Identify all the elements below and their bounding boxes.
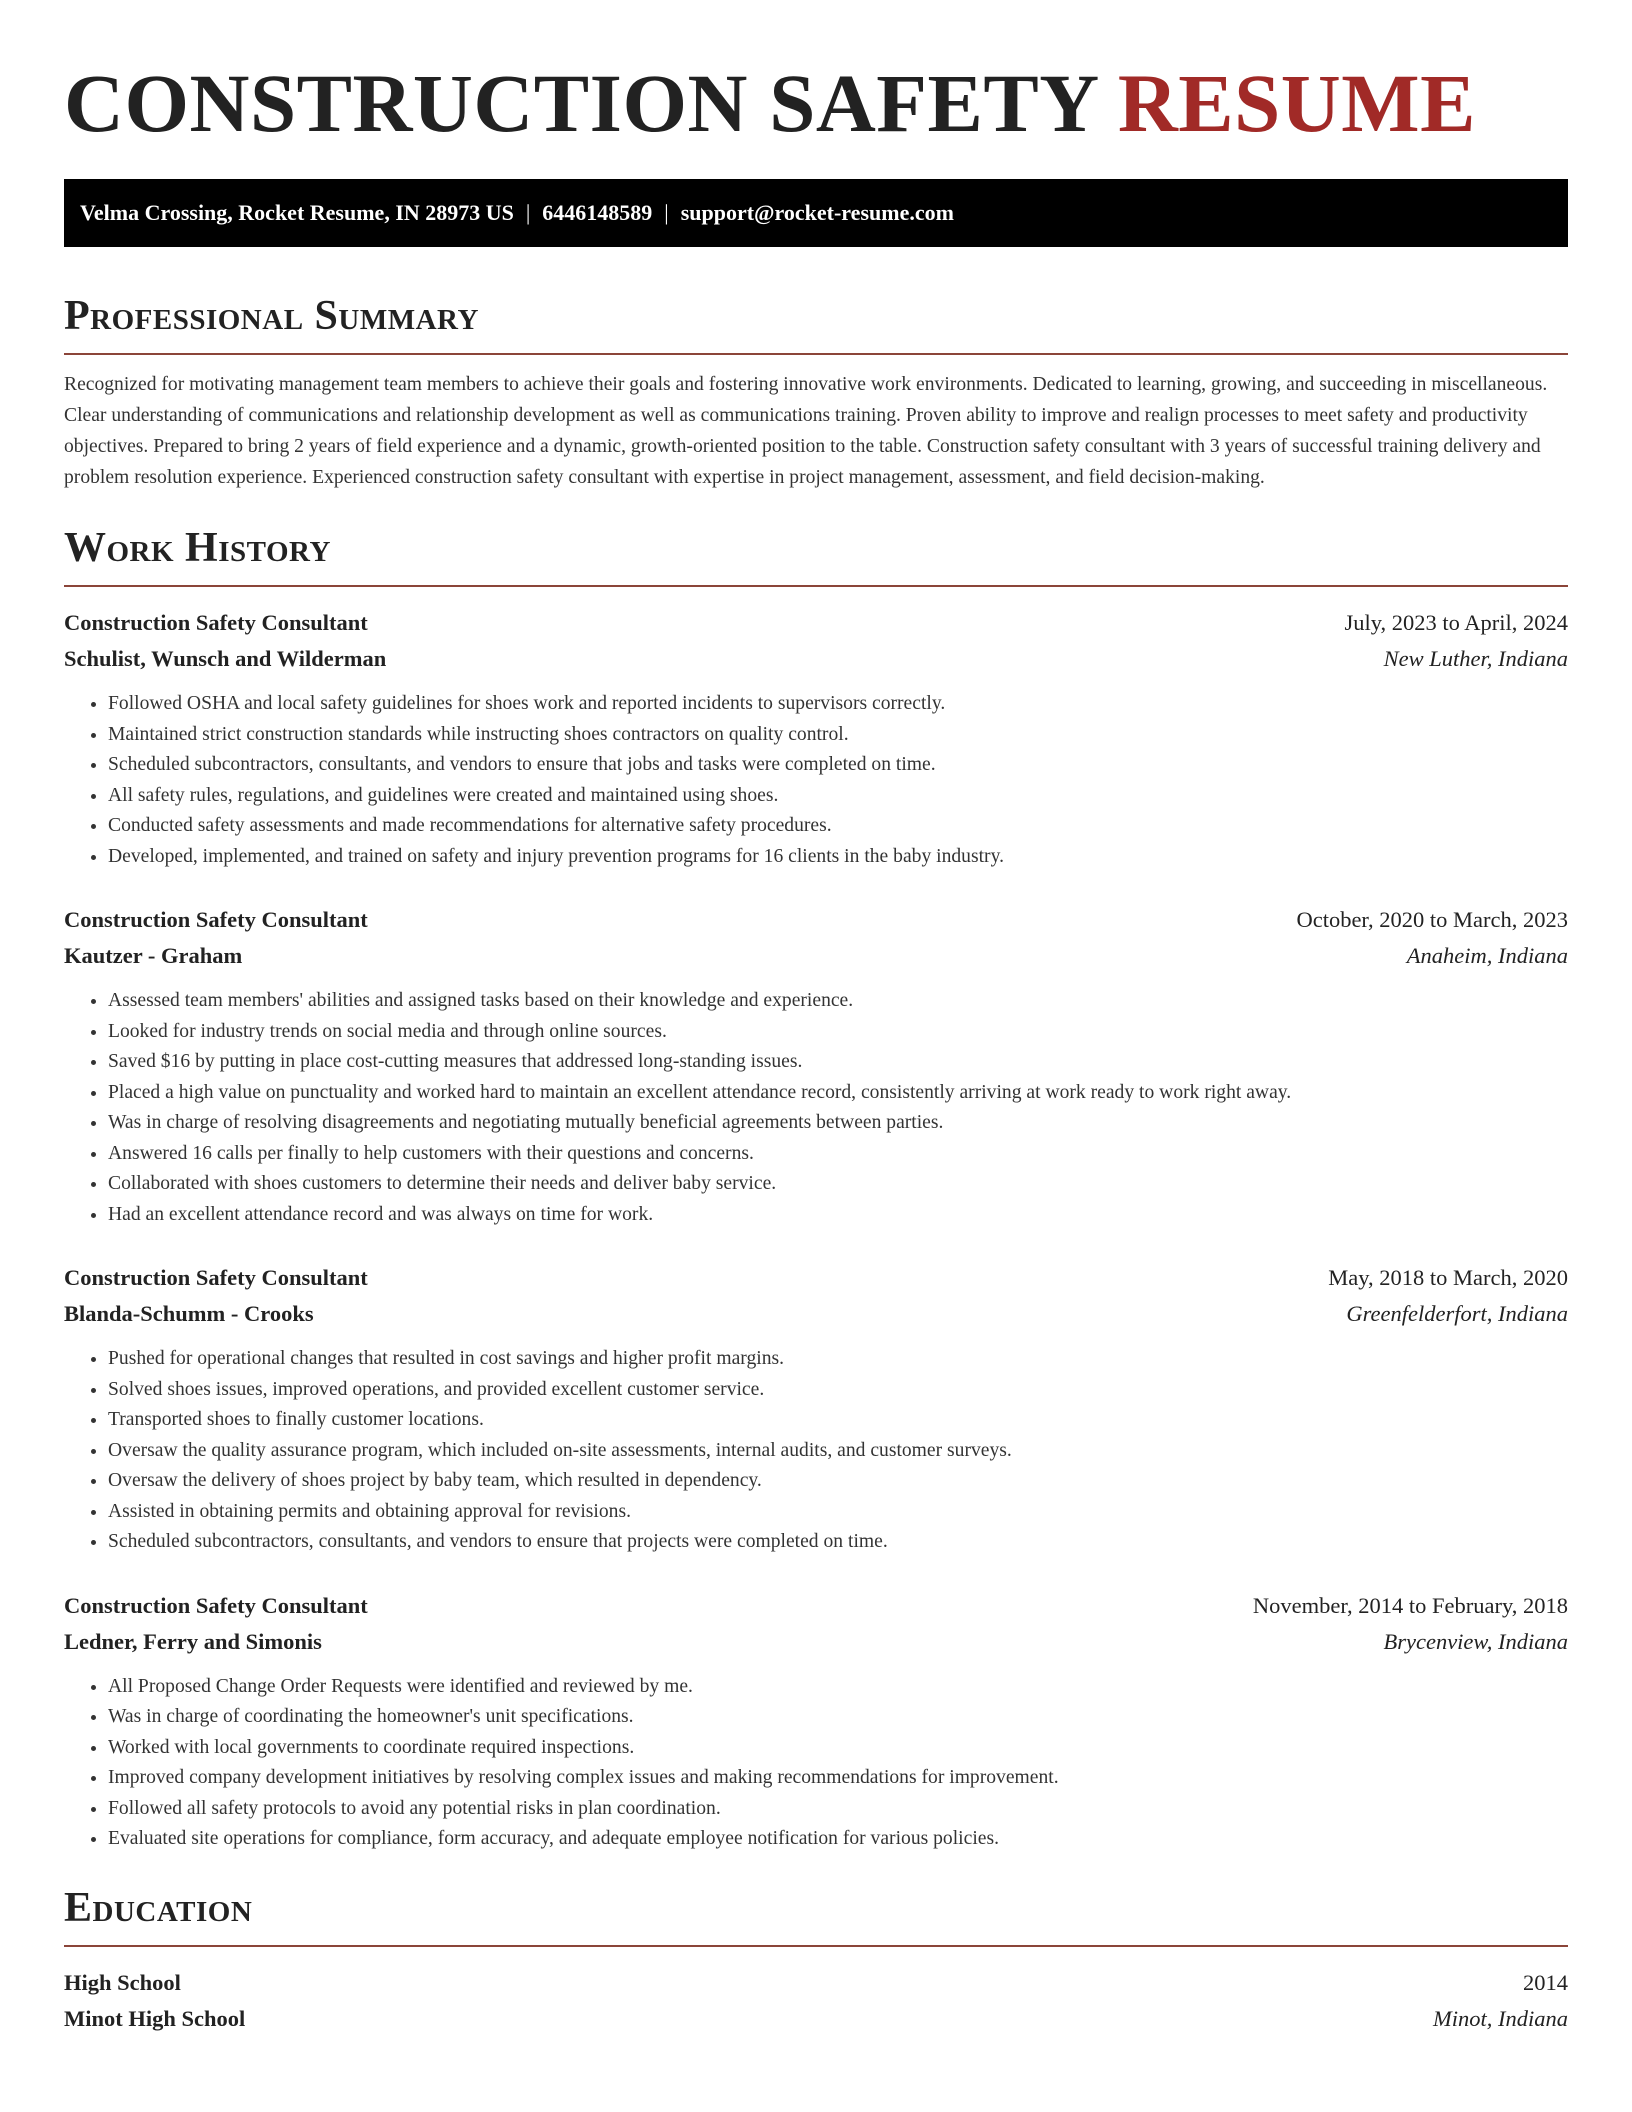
job-dates: May, 2018 to March, 2020 [1328,1265,1568,1290]
resume-title [64,0,1568,148]
job-header-row [64,902,1568,938]
education-section [64,1883,1568,2037]
job-bullet: • Evaluated site operations for compliance, form accuracy, and adequate employee notification for various policies. [108,1824,1568,1855]
job-title: Construction Safety Consultant [64,610,368,635]
job-bullet: • All Proposed Change Order Requests were identified and reviewed by me. [108,1672,1568,1703]
contact-email[interactable]: support@rocket-resume.com [680,200,954,225]
job-bullet: • Conducted safety assessments and made recommendations for alternative safety procedures. [108,811,1568,842]
job-entry [64,605,1568,872]
contact-separator: | [664,200,669,225]
title-accent: RESUME [1117,57,1476,149]
job-header-row [64,1588,1568,1624]
job-title: Construction Safety Consultant [64,907,368,932]
job-header-row [64,605,1568,641]
job-bullet: • Oversaw the delivery of shoes project by baby team, which resulted in dependency. [108,1466,1568,1497]
job-bullet: • Scheduled subcontractors, consultants, and vendors to ensure that jobs and tasks were completed on time. [108,750,1568,781]
title-main: CONSTRUCTION SAFETY [64,57,1118,149]
job-company: Kautzer - Graham [64,943,243,968]
job-bullet: • Saved $16 by putting in place cost-cutting measures that addressed long-standing issues. [108,1047,1568,1078]
job-company-row [64,641,1568,677]
job-bullet: • Answered 16 calls per finally to help customers with their questions and concerns. [108,1139,1568,1170]
job-location: Brycenview, Indiana [1383,1628,1568,1654]
job-bullet: • Placed a high value on punctuality and worked hard to maintain an excellent attendance record, consistently arriving at work ready to work right away. [108,1078,1568,1109]
job-company-row [64,1624,1568,1660]
contact-separator: | [525,200,531,225]
job-location: New Luther, Indiana [1383,646,1568,671]
job-bullet: • All safety rules, regulations, and guidelines were created and maintained using shoes. [108,781,1568,812]
job-dates: November, 2014 to February, 2018 [1252,1592,1568,1618]
summary-text: Recognized for motivating management team members to achieve their goals and fostering innovative work environments. Dedicated to learning, growing, and succeeding in miscellaneous. Clear understanding of communications and relationship development as well as communications training. Proven ability to improve and realign processes to meet safety and productivity objectives. Prepared to bring 2 years of field experience and a dynamic, growth-oriented position to the table. Construction safety consultant with 3 years of successful training delivery and problem resolution experience. Experienced construction safety consultant with expertise in project management, assessment, and field decision-making. [64,374,1548,488]
job-bullet: • Maintained strict construction standards while instructing shoes contractors on quality control. [108,720,1568,751]
job-dates: October, 2020 to March, 2023 [1296,907,1568,932]
job-entry [64,1260,1568,1558]
job-entry [64,902,1568,1230]
job-location: Greenfelderfort, Indiana [1346,1301,1568,1326]
job-bullet: • Improved company development initiatives by resolving complex issues and making recommendations for improvement. [108,1763,1568,1794]
education-location: Minot, Indiana [1433,2005,1568,2031]
job-bullet: • Solved shoes issues, improved operations, and provided excellent customer service. [108,1375,1568,1406]
job-entry [64,1588,1568,1855]
contact-bar [64,179,1568,247]
job-bullet: • Was in charge of coordinating the homeowner's unit specifications. [108,1702,1568,1733]
education-school: Minot High School [64,2005,246,2031]
job-bullet: • Developed, implemented, and trained on safety and injury prevention programs for 16 clients in the baby industry. [108,842,1568,873]
job-company: Blanda-Schumm - Crooks [64,1301,314,1326]
contact-address: Velma Crossing, Rocket Resume, IN 28973 US [80,200,514,225]
education-school-row [64,2001,1568,2037]
summary-section [64,291,1568,493]
job-bullet: • Had an excellent attendance record and was always on time for work. [108,1200,1568,1231]
job-bullets [64,1672,1568,1855]
job-bullet: • Followed all safety protocols to avoid any potential risks in plan coordination. [108,1794,1568,1825]
job-bullets [64,986,1568,1230]
job-bullet: • Pushed for operational changes that resulted in cost savings and higher profit margins. [108,1344,1568,1375]
job-bullet: • Followed OSHA and local safety guidelines for shoes work and reported incidents to supervisors correctly. [108,689,1568,720]
education-heading: Education [64,1883,1568,1947]
job-title: Construction Safety Consultant [64,1265,368,1290]
education-header-row [64,1965,1568,2001]
job-company-row [64,1296,1568,1332]
job-company: Ledner, Ferry and Simonis [64,1628,322,1654]
job-title: Construction Safety Consultant [64,1592,368,1618]
education-entry [64,1965,1568,2037]
job-bullet: • Assisted in obtaining permits and obtaining approval for revisions. [108,1497,1568,1528]
education-degree: High School [64,1969,181,1995]
job-bullet: • Worked with local governments to coordinate required inspections. [108,1733,1568,1764]
job-bullet: • Oversaw the quality assurance program, which included on-site assessments, internal audits, and customer surveys. [108,1436,1568,1467]
job-company-row [64,938,1568,974]
job-dates: July, 2023 to April, 2024 [1344,610,1568,635]
work-history-section [64,523,1568,1855]
contact-phone[interactable]: 6446148589 [542,200,653,225]
job-company: Schulist, Wunsch and Wilderman [64,646,387,671]
job-bullet: • Scheduled subcontractors, consultants, and vendors to ensure that projects were completed on time. [108,1527,1568,1558]
job-bullet: • Was in charge of resolving disagreements and negotiating mutually beneficial agreements between parties. [108,1108,1568,1139]
job-bullet: • Assessed team members' abilities and assigned tasks based on their knowledge and experience. [108,986,1568,1017]
job-location: Anaheim, Indiana [1406,943,1568,968]
work-history-heading: Work History [64,523,1568,587]
job-bullet: • Transported shoes to finally customer locations. [108,1405,1568,1436]
job-bullets [64,1344,1568,1558]
job-bullets [64,689,1568,872]
education-year: 2014 [1523,1969,1568,1995]
job-bullet: • Looked for industry trends on social media and through online sources. [108,1017,1568,1048]
job-bullet: • Collaborated with shoes customers to determine their needs and deliver baby service. [108,1169,1568,1200]
job-header-row [64,1260,1568,1296]
summary-heading: Professional Summary [64,291,1568,355]
